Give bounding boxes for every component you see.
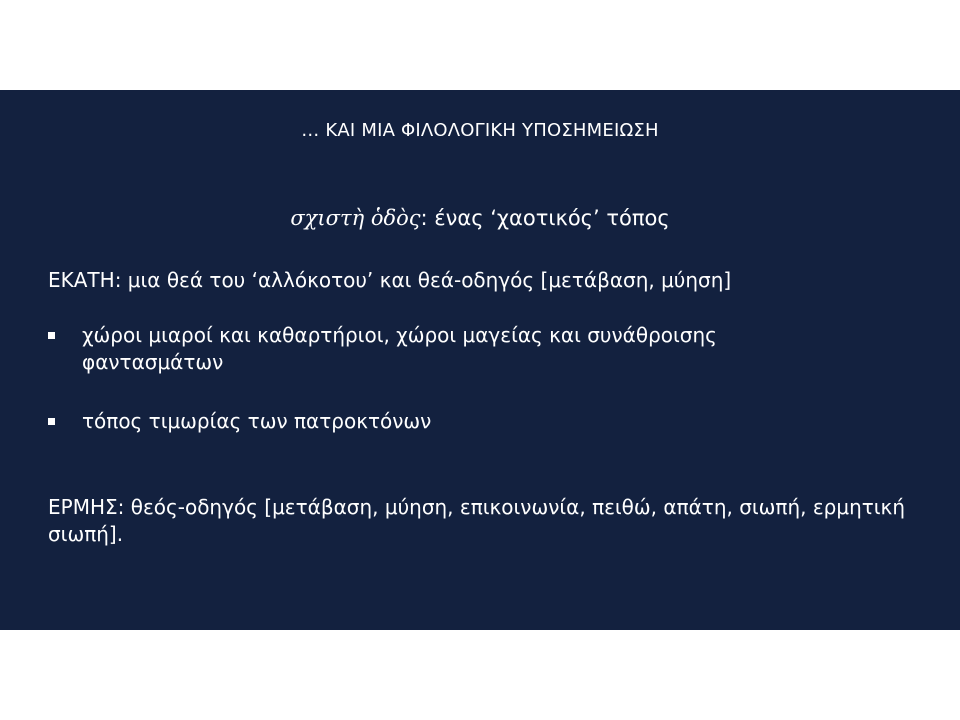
slide-title: … ΚΑΙ ΜΙΑ ΦΙΛΟΛΟΓΙΚΗ ΥΠΟΣΗΜΕΙΩΣΗ xyxy=(301,120,659,141)
subtitle-term: σχιστὴ ὁδὸς xyxy=(290,206,421,230)
subtitle-rest: : ένας ‘χαοτικός’ τόπος xyxy=(420,206,670,230)
slide xyxy=(0,90,960,630)
bullet-text: χώροι μιαροί και καθαρτήριοι, χώροι μαγείας και συνάθροισης φαντασμάτων xyxy=(82,323,717,374)
square-bullet-icon xyxy=(48,418,55,425)
slide-subtitle xyxy=(0,206,960,230)
bullet-text: τόπος τιμωρίας των πατροκτόνων xyxy=(82,409,432,433)
hermes-line: ΕΡΜΗΣ: θεός-οδηγός [μετάβαση, μύηση, επικοινωνία, πειθώ, απάτη, σιωπή, ερμητική σιωπή]. xyxy=(48,495,906,546)
hecate-line: ΕΚΑΤΗ: μια θεά του ‘αλλόκοτου’ και θεά-οδηγός [μετάβαση, μύηση] xyxy=(48,268,732,292)
square-bullet-icon xyxy=(48,332,55,339)
